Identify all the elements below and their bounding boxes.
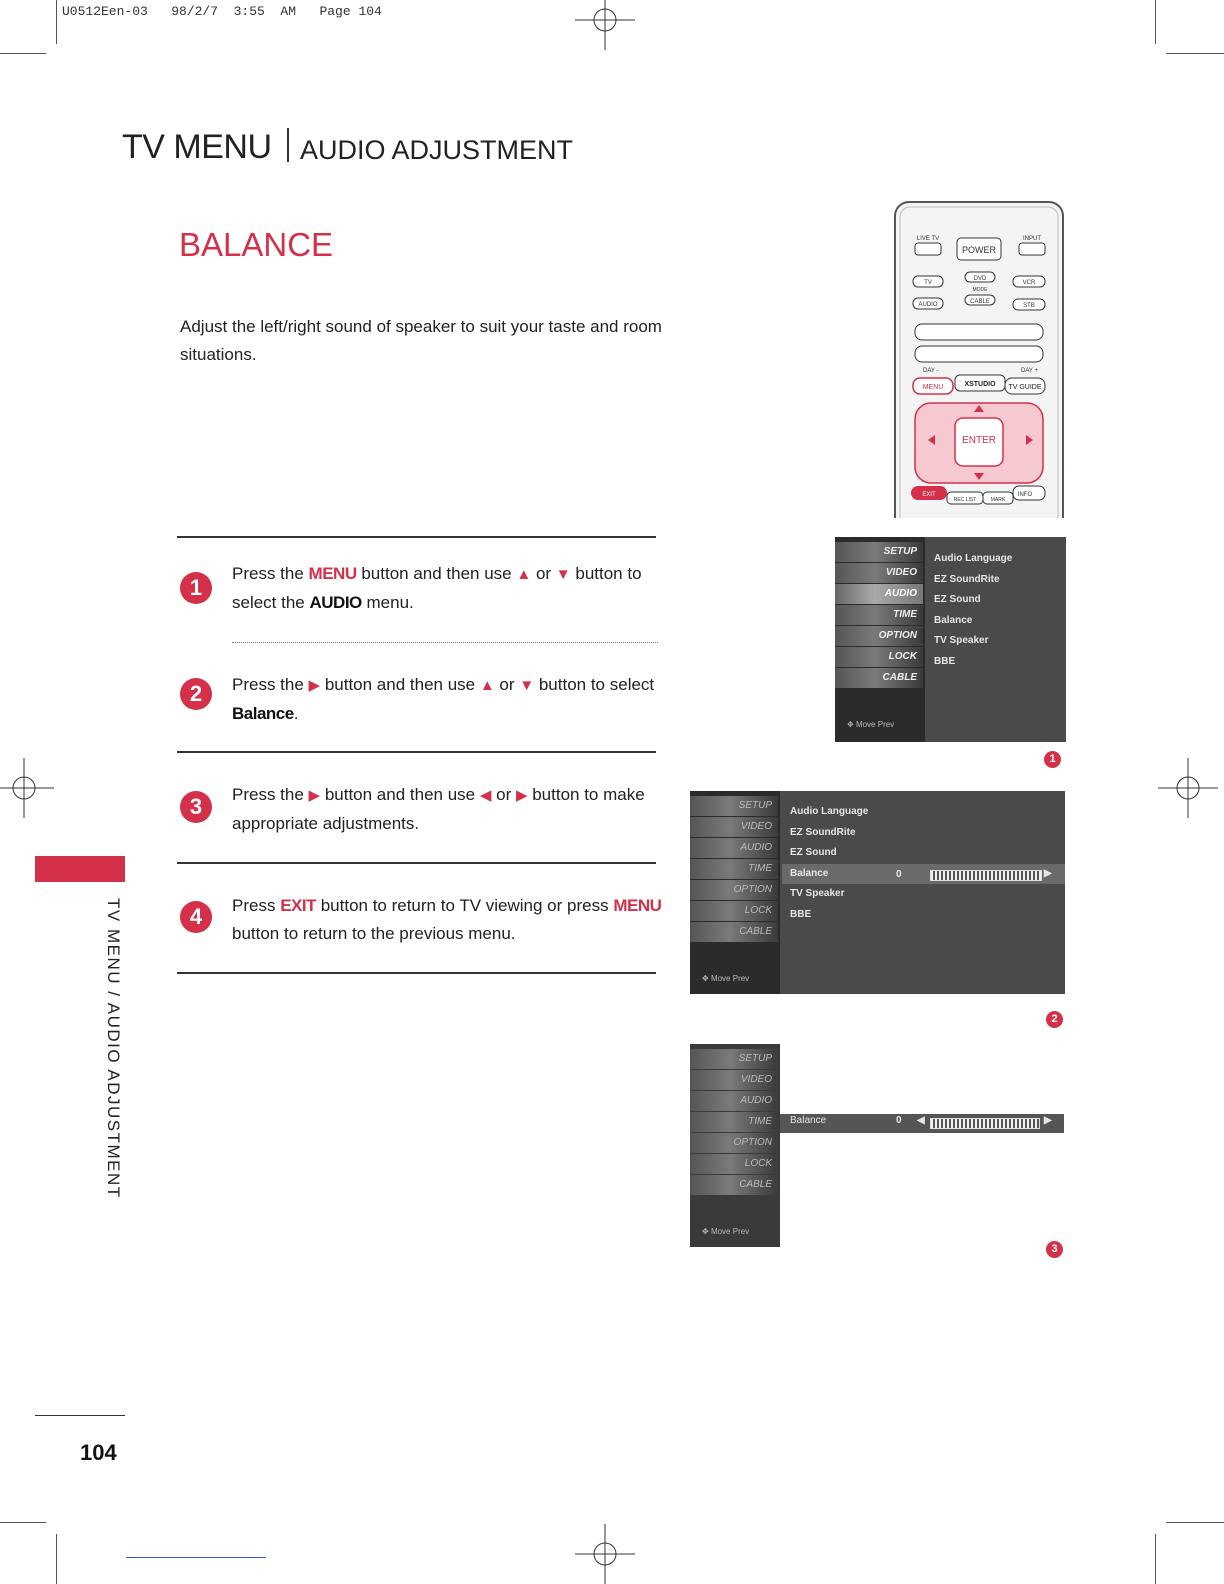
dotted-divider [232, 642, 658, 643]
remote-label: STB [1023, 303, 1035, 309]
divider [177, 751, 656, 753]
osd-menu-item: SETUP [690, 796, 778, 816]
step-text: button to make appropriate adjustments. [232, 785, 645, 833]
divider [177, 536, 656, 538]
step-text: or [531, 564, 556, 583]
osd-sidebar-3 [690, 1044, 780, 1247]
osd-footer-move: Move [855, 720, 876, 729]
osd-sidebar [690, 791, 780, 994]
crop-mark [0, 53, 46, 54]
remote-label: CABLE [970, 299, 990, 305]
osd-balance-value: 0 [896, 869, 902, 880]
step-text: button to return to TV viewing or press [315, 896, 614, 915]
remote-control-illustration [893, 200, 1065, 518]
registration-mark [0, 758, 54, 818]
page-number: 104 [80, 1440, 117, 1465]
exit-keyword: EXIT [280, 896, 316, 915]
osd-footer-move: Move [710, 1227, 731, 1236]
osd-menu-item: OPTION [690, 1133, 778, 1153]
osd-menu-item: CABLE [835, 668, 923, 688]
balance-keyword: Balance [232, 704, 294, 723]
crop-mark [1166, 53, 1224, 54]
osd-list-item: BBE [790, 908, 812, 920]
osd-menu-item: LOCK [690, 901, 778, 921]
osd-footer [702, 974, 749, 983]
remote-label: ENTER [962, 435, 996, 446]
step-text: button and then use [320, 675, 480, 694]
step-1-text [232, 560, 672, 617]
step-text: button to return to the previous menu. [232, 924, 516, 943]
left-arrow-icon: ◀ [917, 1115, 925, 1126]
step-2-text [232, 671, 672, 728]
remote-label: POWER [961, 245, 997, 255]
osd-balance-bar-row [780, 1114, 1064, 1133]
osd-menu-item: AUDIO [690, 838, 778, 858]
remote-label: INPUT [1023, 236, 1041, 242]
osd-list-item: TV Speaker [790, 888, 845, 899]
step-number-badge: 2 [180, 678, 212, 710]
remote-label: TV GUIDE [1008, 384, 1042, 391]
registration-mark [575, 1524, 635, 1584]
osd-list-item: Audio Language [790, 806, 869, 817]
osd-list-item: EZ SoundRite [934, 573, 1000, 585]
footer-rule [35, 1415, 125, 1416]
osd-footer-prev: Prev [732, 974, 750, 983]
osd-list-item: Balance [934, 614, 973, 626]
remote-label: EXIT [922, 492, 936, 498]
crop-mark [56, 1534, 57, 1584]
side-section-label: TV MENU / AUDIO ADJUSTMENT [104, 898, 123, 1199]
osd-list-item: EZ Sound [790, 847, 837, 858]
figure-marker: 3 [1046, 1241, 1063, 1258]
osd-menu-item: TIME [690, 1112, 778, 1132]
osd-menu-item: SETUP [835, 542, 923, 562]
osd-menu-item: AUDIO [835, 584, 923, 604]
print-metadata: U0512Een-03 98/2/7 3:55 AM Page 104 [62, 4, 382, 19]
osd-menu-item: VIDEO [835, 563, 923, 583]
step-number-badge: 4 [180, 901, 212, 933]
osd-menu-item: VIDEO [690, 817, 778, 837]
osd-list-item: Balance [790, 867, 829, 879]
step-text: menu. [361, 593, 414, 612]
osd-menu-item: TIME [690, 859, 778, 879]
divider [177, 862, 656, 864]
remote-label: REC LIST [953, 497, 977, 503]
remote-label: VCR [1022, 280, 1036, 286]
osd-list-item: BBE [934, 655, 956, 667]
osd-balance-label: Balance [790, 1115, 827, 1126]
remote-label: TV [924, 280, 932, 286]
osd-menu-item: TIME [835, 605, 923, 625]
step-text: or [491, 785, 516, 804]
osd-menu-item: VIDEO [690, 1070, 778, 1090]
move-icon: ✥ [702, 974, 709, 983]
step-text: button to select [534, 675, 655, 694]
remote-label: MENU [922, 384, 944, 391]
osd-list-item: EZ SoundRite [790, 826, 856, 838]
registration-mark [1158, 758, 1218, 818]
step-number-badge: 1 [180, 572, 212, 604]
step-text: Press [232, 896, 281, 915]
step-text: Press the [232, 564, 309, 583]
crop-mark [0, 1522, 46, 1523]
remote-label: XSTUDIO [964, 381, 996, 388]
remote-label: AUDIO [918, 302, 938, 308]
osd-menu-item: OPTION [835, 626, 923, 646]
registration-mark [575, 0, 635, 50]
osd-footer-prev: Prev [732, 1227, 750, 1236]
remote-label: DAY - [923, 368, 939, 374]
figure-marker: 1 [1044, 751, 1061, 768]
remote-label: INFO [1017, 492, 1033, 498]
step-text: button to select the [232, 564, 642, 612]
osd-audio-list [790, 802, 868, 925]
intro-text: Adjust the left/right sound of speaker to suit your taste and room situations. [180, 317, 662, 364]
right-arrow-icon: ▶ [515, 787, 528, 804]
left-arrow-icon: ◀ [479, 787, 492, 804]
osd-balance-value: 0 [896, 1115, 902, 1126]
osd-footer [702, 1227, 749, 1236]
header-subtitle: AUDIO ADJUSTMENT [300, 135, 574, 165]
crop-mark [1155, 1534, 1156, 1584]
osd-list-item: TV Speaker [934, 635, 989, 646]
up-arrow-icon: ▲ [516, 566, 532, 583]
header-title: TV MENU [122, 128, 272, 166]
side-tab-marker [35, 856, 125, 882]
move-icon: ✥ [702, 1227, 709, 1236]
figure-marker: 2 [1046, 1011, 1063, 1028]
osd-audio-menu-2 [690, 791, 1065, 994]
osd-audio-menu-1 [835, 537, 1066, 742]
osd-list-item: EZ Sound [934, 594, 981, 605]
remote-label: DAY + [1021, 368, 1038, 374]
osd-footer-move: Move [710, 974, 731, 983]
balance-slider [930, 870, 1042, 881]
osd-menu-item: SETUP [690, 1049, 778, 1069]
step-text: Press the [232, 675, 309, 694]
osd-audio-list [934, 549, 1012, 672]
remote-label: MARK [990, 497, 1006, 503]
section-title: BALANCE [179, 226, 334, 263]
right-arrow-icon: ▶ [1044, 1115, 1052, 1126]
osd-list-item: Audio Language [934, 553, 1013, 564]
header-divider [287, 128, 289, 162]
step-number-badge: 3 [180, 791, 212, 823]
step-4-text [232, 892, 672, 948]
remote-label: MODE [972, 287, 988, 293]
move-icon: ✥ [847, 720, 854, 729]
step-text: button and then use [356, 564, 517, 583]
step-text: Press the [232, 785, 309, 804]
step-text: or [494, 675, 520, 694]
balance-slider [930, 1118, 1040, 1129]
right-arrow-icon: ▶ [308, 787, 321, 804]
step-text: button and then use [320, 785, 480, 804]
osd-footer [847, 720, 894, 729]
crop-mark [1166, 1522, 1224, 1523]
remote-label: LIVE TV [916, 236, 940, 242]
footer-line [126, 1557, 266, 1558]
divider [177, 972, 656, 974]
step-text: . [293, 704, 299, 723]
osd-menu-item: LOCK [835, 647, 923, 667]
osd-menu-item: CABLE [690, 922, 778, 942]
osd-menu-item: OPTION [690, 880, 778, 900]
osd-footer-prev: Prev [877, 720, 895, 729]
menu-keyword: MENU [613, 896, 662, 915]
right-arrow-icon: ▶ [308, 677, 321, 694]
down-arrow-icon: ▼ [555, 566, 571, 583]
osd-menu-item: LOCK [690, 1154, 778, 1174]
step-3-text [232, 781, 672, 838]
right-arrow-icon: ▶ [1044, 868, 1052, 879]
down-arrow-icon: ▼ [519, 677, 535, 694]
osd-menu-item: CABLE [690, 1175, 778, 1195]
audio-keyword: AUDIO [309, 593, 362, 612]
osd-menu-item: AUDIO [690, 1091, 778, 1111]
osd-sidebar [835, 537, 925, 742]
crop-mark [56, 0, 57, 44]
menu-keyword: MENU [308, 564, 357, 583]
crop-mark [1155, 0, 1156, 44]
up-arrow-icon: ▲ [479, 677, 495, 694]
remote-label: DVD [973, 276, 987, 282]
